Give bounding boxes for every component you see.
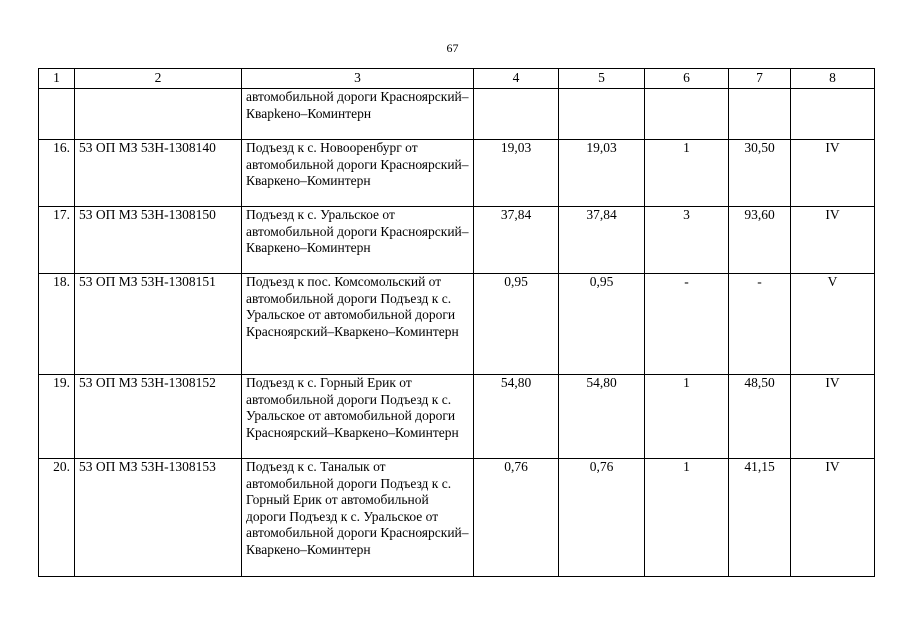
cell-col4: 0,95 [474,274,559,375]
road-name-cell: Подъезд к пос. Комсомольский от автомобильной дороги Подъезд к с. Уральское от автомобильной дороги Красноярский–Кваркено–Коминтерн [242,274,474,375]
cell-col4: 19,03 [474,140,559,207]
cell-col5: 0,76 [559,459,645,577]
cell-col8 [791,89,875,140]
table-row [39,140,875,207]
cell-col6: - [645,274,729,375]
table-row [39,207,875,274]
cell-col5: 0,95 [559,274,645,375]
cell-col7: 41,15 [729,459,791,577]
cell-col8: IV [791,140,875,207]
road-name-cell: Подъезд к с. Уральское от автомобильной дороги Красноярский–Кваркено–Коминтерн [242,207,474,274]
road-code-cell: 53 ОП МЗ 53Н-1308152 [75,375,242,459]
cell-col7: 30,50 [729,140,791,207]
cell-col5 [559,89,645,140]
road-code-cell: 53 ОП МЗ 53Н-1308151 [75,274,242,375]
page-number: 67 [446,41,459,55]
road-name-cell: Подъезд к с. Горный Ерик от автомобильной дороги Подъезд к с. Уральское от автомобильной дороги Красноярский–Кваркено–Коминтерн [242,375,474,459]
column-header-8: 8 [791,69,875,89]
cell-col5: 19,03 [559,140,645,207]
table-row [39,375,875,459]
road-code-cell: 53 ОП МЗ 53Н-1308153 [75,459,242,577]
cell-col4: 0,76 [474,459,559,577]
column-number-row [39,69,875,89]
cell-col8: IV [791,207,875,274]
column-header-1: 1 [39,69,75,89]
cell-col8: IV [791,375,875,459]
cell-col6: 3 [645,207,729,274]
row-number-cell: 17. [39,207,75,274]
row-number-cell: 20. [39,459,75,577]
column-header-6: 6 [645,69,729,89]
road-name-cell: Подъезд к с. Новооренбург от автомобильной дороги Красноярский–Кваркено–Коминтерн [242,140,474,207]
cell-col7 [729,89,791,140]
road-code-cell: 53 ОП МЗ 53Н-1308140 [75,140,242,207]
column-header-2: 2 [75,69,242,89]
cell-col4: 37,84 [474,207,559,274]
road-code-cell: 53 ОП МЗ 53Н-1308150 [75,207,242,274]
cell-col4: 54,80 [474,375,559,459]
cell-col7: 93,60 [729,207,791,274]
row-number-cell: 16. [39,140,75,207]
cell-col8: IV [791,459,875,577]
cell-col6: 1 [645,459,729,577]
cell-col6 [645,89,729,140]
column-header-5: 5 [559,69,645,89]
row-number-cell: 18. [39,274,75,375]
cell-col5: 54,80 [559,375,645,459]
cell-col6: 1 [645,375,729,459]
row-number-cell: 19. [39,375,75,459]
column-header-7: 7 [729,69,791,89]
cell-col6: 1 [645,140,729,207]
cell-col7: 48,50 [729,375,791,459]
table-row [39,459,875,577]
cell-col7: - [729,274,791,375]
road-name-cell: Подъезд к с. Таналык от автомобильной дороги Подъезд к с. Горный Ерик от автомобильной дороги Подъезд к с. Уральское от автомобильной дороги Красноярский–Кваркено–Коминтерн [242,459,474,577]
cell-col4 [474,89,559,140]
road-code-cell [75,89,242,140]
cell-col5: 37,84 [559,207,645,274]
column-header-4: 4 [474,69,559,89]
row-number-cell [39,89,75,140]
table-row [39,274,875,375]
cell-col8: V [791,274,875,375]
road-name-cell: автомобильной дороги Красноярский–Кварkено–Коминтерн [242,89,474,140]
column-header-3: 3 [242,69,474,89]
road-register-table [38,68,875,577]
continuation-row [39,89,875,140]
